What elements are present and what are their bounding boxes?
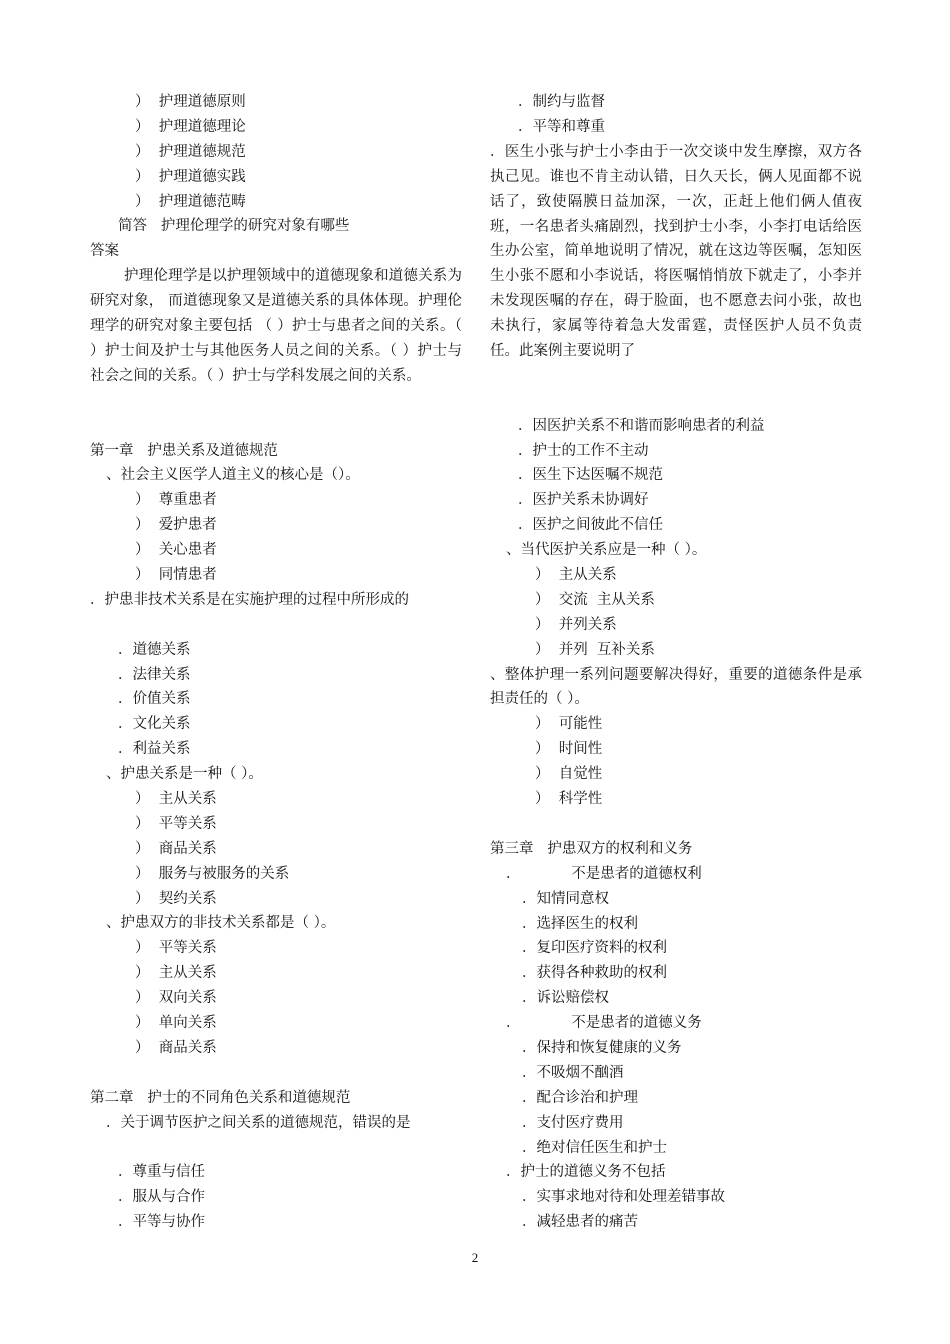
right-column xyxy=(490,90,862,1235)
question-line: 答案 xyxy=(90,243,119,260)
answer-option: ．制约与监督 xyxy=(518,94,605,110)
answer-option: ） 自觉性 xyxy=(535,766,603,783)
answer-option: ．复印医疗资料的权利 xyxy=(522,940,667,957)
answer-option: ） 关心患者 xyxy=(135,542,217,559)
answer-option: ．支付医疗费用 xyxy=(522,1114,624,1131)
answer-option: ．减轻患者的痛苦 xyxy=(522,1214,638,1231)
answer-option: ） 时间性 xyxy=(535,741,603,758)
paragraph: 、整体护理一系列问题要解决得好，重要的道德条件是承担责任的（ ）。 xyxy=(490,666,862,708)
answer-option: ．道德关系 xyxy=(118,641,191,658)
answer-option: ．尊重与信任 xyxy=(118,1164,205,1181)
answer-option: ） 尊重患者 xyxy=(135,492,217,509)
paragraph: ．护患非技术关系是在实施护理的过程中所形成的 xyxy=(90,591,409,608)
question-line: 、护患关系是一种（ ）。 xyxy=(106,766,263,783)
question-line: ． 不是患者的道德义务 xyxy=(506,1015,702,1032)
answer-option: ） 服务与被服务的关系 xyxy=(135,865,290,882)
answer-option: ．医生下达医嘱不规范 xyxy=(518,467,663,484)
answer-option: ） 交流 主从关系 xyxy=(535,591,655,608)
question-line: 、护患双方的非技术关系都是（ ）。 xyxy=(106,915,336,932)
answer-option: ） 科学性 xyxy=(535,791,603,808)
answer-option: ．知情同意权 xyxy=(522,890,609,907)
answer-option: ） 主从关系 xyxy=(135,965,217,982)
answer-option: ） 平等关系 xyxy=(135,940,217,957)
answer-option: ） 平等关系 xyxy=(135,815,217,832)
answer-option: ．获得各种救助的权利 xyxy=(522,965,667,982)
chapter-heading: 第三章 护患双方的权利和义务 xyxy=(490,840,693,857)
answer-option: ） 主从关系 xyxy=(135,791,217,807)
answer-option: ．选择医生的权利 xyxy=(522,915,638,932)
answer-option: ） 单向关系 xyxy=(135,1015,217,1032)
answer-option: ．文化关系 xyxy=(118,716,191,733)
blank-line xyxy=(90,414,462,439)
blank-line xyxy=(490,812,862,837)
answer-option: ．实事求地对待和处理差错事故 xyxy=(522,1189,725,1206)
chapter-heading: 第二章 护士的不同角色关系和道德规范 xyxy=(90,1089,351,1106)
answer-option: ） 护理道德规范 xyxy=(135,143,246,160)
paragraph: ．医生小张与护士小李由于一次交谈中发生摩擦，双方各执己见。谁也不肯主动认错，日久天长，俩人见面都不说话了，致使隔膜日益加深，一次，正赶上他们俩人值夜班，一名患者头痛剧烈，找到护士小李，小李打电话给医生办公室，简单地说明了情况，就在这边等医嘱，怎知医生小张不愿和小李说话，将医嘱悄悄放下就走了，小李并未发现医嘱的存在，碍于脸面，也不愿意去问小张，故也未执行，家属等待着急大发雷霆，责怪医护人员不负责任。此案例主要说明了 xyxy=(490,143,862,360)
answer-option: ．医护关系未协调好 xyxy=(518,492,649,509)
answer-option: ） 护理道德原则 xyxy=(135,94,246,110)
answer-option: ） 可能性 xyxy=(535,716,603,733)
question-line: ．关于调节医护之间关系的道德规范，错误的是 xyxy=(106,1114,411,1131)
answer-option: ．绝对信任医生和护士 xyxy=(522,1139,667,1156)
blank-line xyxy=(490,389,862,414)
question-line: 、当代医护关系应是一种（ ）。 xyxy=(506,542,707,559)
answer-option: ．法律关系 xyxy=(118,666,191,683)
answer-option: ．医护之间彼此不信任 xyxy=(518,517,663,534)
left-column xyxy=(90,90,462,1235)
answer-option: ） 护理道德理论 xyxy=(135,118,246,135)
blank-line xyxy=(90,1135,462,1160)
answer-option: ） 护理道德范畴 xyxy=(135,193,246,210)
answer-option: ．价值关系 xyxy=(118,691,191,708)
answer-option: ．服从与合作 xyxy=(118,1189,205,1206)
answer-option: ） 护理道德实践 xyxy=(135,168,246,185)
answer-option: ） 双向关系 xyxy=(135,990,217,1007)
question-line: ．护士的道德义务不包括 xyxy=(506,1164,666,1181)
question-line: 、社会主义医学人道主义的核心是（）。 xyxy=(106,467,360,484)
answer-option: ．诉讼赔偿权 xyxy=(522,990,609,1007)
answer-option: ．平等与协作 xyxy=(118,1214,205,1231)
answer-option: ） 爱护患者 xyxy=(135,517,217,534)
answer-option: ） 商品关系 xyxy=(135,840,217,857)
answer-option: ．配合诊治和护理 xyxy=(522,1089,638,1106)
answer-option: ．不吸烟不酗酒 xyxy=(522,1064,624,1081)
answer-option: ．保持和恢复健康的义务 xyxy=(522,1039,682,1056)
chapter-heading: 第一章 护患关系及道德规范 xyxy=(90,442,278,459)
answer-option: ） 商品关系 xyxy=(135,1039,217,1056)
blank-line xyxy=(90,1061,462,1086)
paragraph: 护理伦理学是以护理领域中的道德现象和道德关系为研究对象， 而道德现象又是道德关系的具体体现。护理伦理学的研究对象主要包括 （ ）护士与患者之间的关系。（ ）护士间及护士与其他医务人员之间的关系。（ ）护士与社会之间的关系。（ ）护士与学科发展之间的关系。 xyxy=(90,268,462,384)
answer-option: ） 主从关系 xyxy=(535,567,617,584)
question-line: ． 不是患者的道德权利 xyxy=(506,865,702,882)
answer-option: ．利益关系 xyxy=(118,741,191,758)
page-number: 2 xyxy=(471,1250,479,1265)
answer-option: ） 并列关系 xyxy=(535,616,617,633)
answer-option: ） 契约关系 xyxy=(135,890,217,907)
answer-option: ．护士的工作不主动 xyxy=(518,442,649,459)
answer-option: ） 并列 互补关系 xyxy=(535,641,655,658)
answer-option: ．因医护关系不和谐而影响患者的利益 xyxy=(518,417,765,434)
answer-option: ） 同情患者 xyxy=(135,566,217,583)
answer-option: ．平等和尊重 xyxy=(518,118,605,135)
answer-option: 简答 护理伦理学的研究对象有哪些 xyxy=(118,218,350,235)
